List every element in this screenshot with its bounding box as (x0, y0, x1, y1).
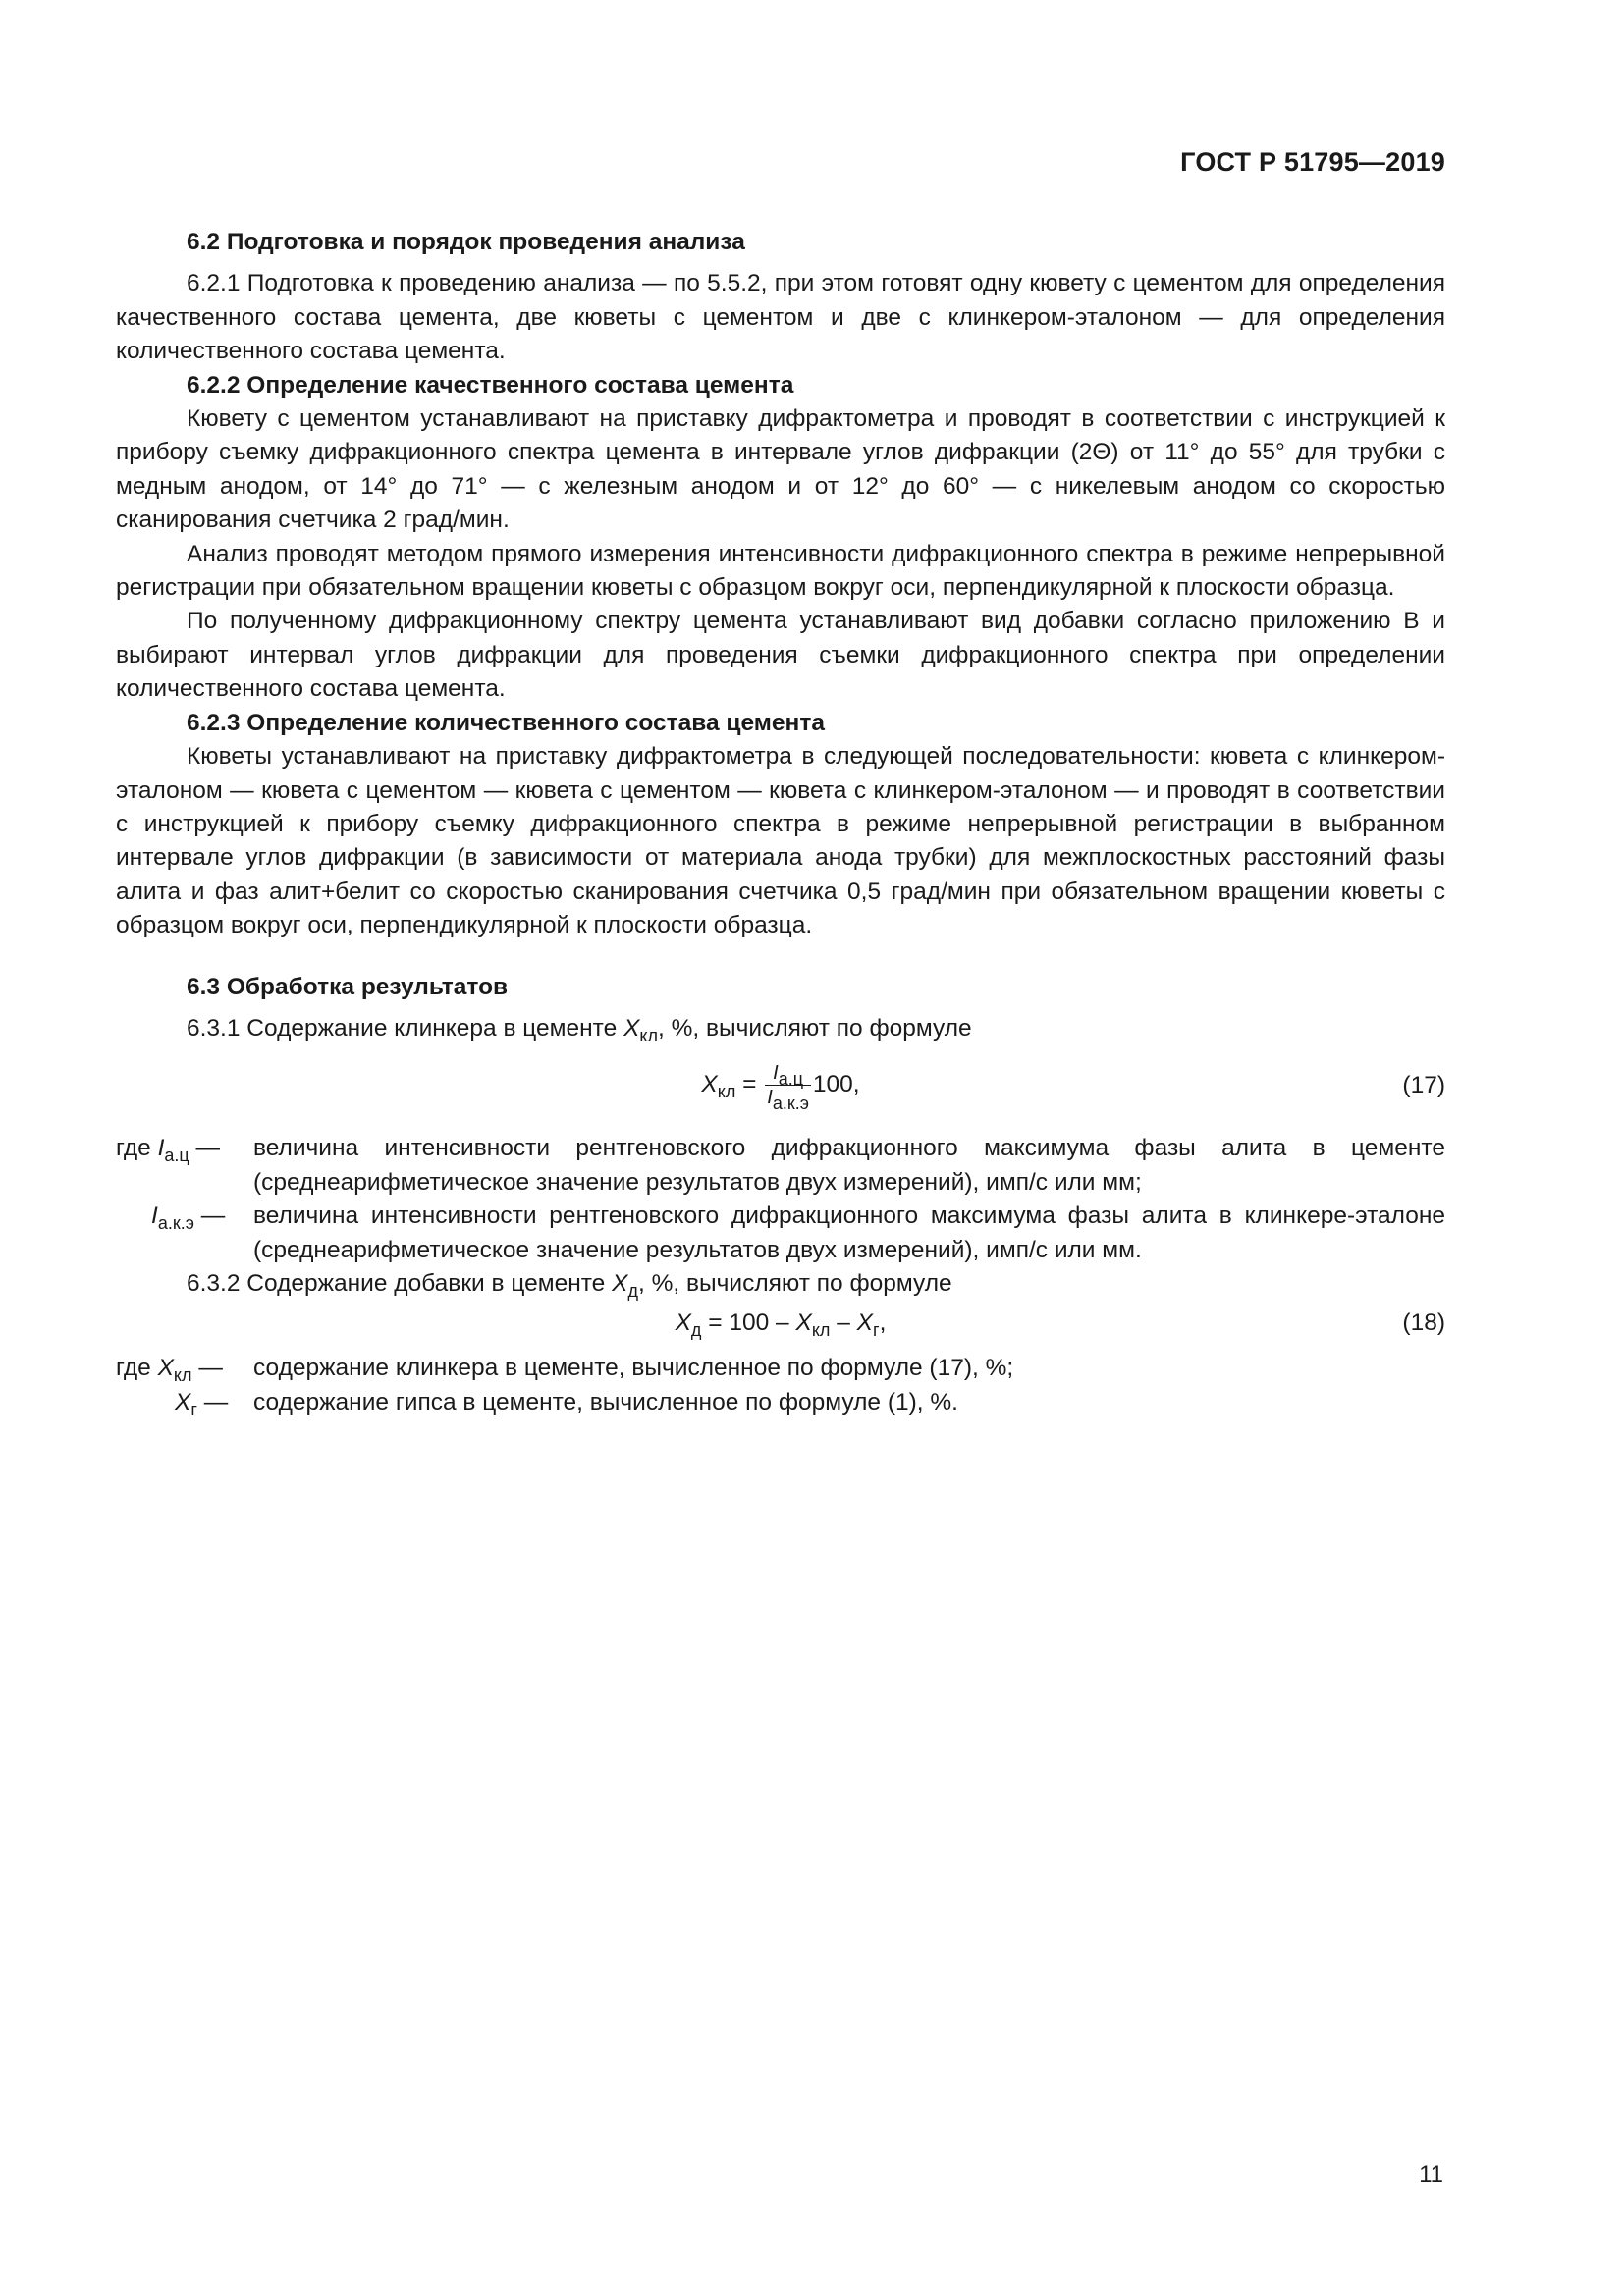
subsection-heading-6-2-2: 6.2.2 Определение качественного состава цемента (187, 371, 794, 399)
paragraph-6-2-1: 6.2.1 Подготовка к проведению анализа — по 5.5.2, при этом готовят одну кювету с цементом для определения качественного состава цемента, две кюветы с цементом и две с клинкером-эталоном — для определения количественного состава цемента. (116, 270, 1445, 365)
paragraph-6-2-2-c: По полученному дифракционному спектру цемента устанавливают вид добавки согласно приложению В и выбирают интервал углов дифракции для проведения съемки дифракционного спектра при определении количественного состава цемента. (116, 608, 1445, 703)
formula-17-number: (17) (1402, 1072, 1445, 1099)
formula-18-number: (18) (1402, 1309, 1445, 1337)
formula-17 (116, 1051, 1445, 1122)
formula-18 (116, 1303, 1445, 1348)
formula-17-expression: $X_{кл}$ = $\frac{I_{а.ц}}{I_{а.к.э}}$ 100, (701, 1062, 860, 1114)
paragraph-6-2-2-a: Кювету с цементом устанавливают на приставку дифрактометра и проводят в соответствии с инструкцией к прибору съемку дифракционного спектра цемента в интервале углов дифракции (2Θ) от 11° до 55° для трубки с медным анодом, от 14° до 71° — с железным анодом и от 12° до 60° — с никелевым анодом со скоростью сканирования счетчика 2 град/мин. (116, 405, 1445, 534)
where-clause-2-item-2: $X_г$ — содержание гипса в цементе, вычисленное по формуле (1), %. (175, 1388, 958, 1419)
document-header: ГОСТ Р 51795—2019 (1180, 147, 1445, 177)
paragraph-6-2-3: Кюветы устанавливают на приставку дифрактометра в следующей последовательности: кювета с клинкером-эталоном — кювета с цементом — кювета с цементом — кювета с клинкером-эталоном — и проводят в соответствии с инструкцией к прибору съемку дифракционного спектра в режиме непрерывной регистрации в выбранном интервале углов дифракции (в зависимости от материала анода трубки) для межплоскостных расстояний фазы алита и фаз алит+белит со скоростью сканирования счетчика 0,5 град/мин при обязательном вращении кюветы с образцом вокруг оси, перпендикулярной к плоскости образца. (116, 743, 1445, 939)
paragraph-6-2-2-b: Анализ проводят методом прямого измерения интенсивности дифракционного спектра в режиме непрерывной регистрации при обязательном вращении кюветы с образцом вокруг оси, перпендикулярной к плоскости образца. (116, 540, 1445, 602)
fraction: $\frac{I_{а.ц}}{I_{а.к.э}}$ (767, 1062, 809, 1114)
where-clause-1-item-1: где $I_{а.ц}$ — величина интенсивности рентгеновского дифракционного максимума фазы алита в цементе (среднеарифметическое значение результатов двух измерений), имп/с или мм; (116, 1135, 1445, 1196)
where-clause-1-item-2: $I_{а.к.э}$ — величина интенсивности рентгеновского дифракционного максимума фазы алита в клинкере-эталоне (среднеарифметическое значение результатов двух измерений), имп/с или мм. (151, 1202, 1445, 1263)
page-number: 11 (1419, 2162, 1443, 2188)
paragraph-6-3-1: 6.3.1 Содержание клинкера в цементе $X_{кл}$, %, вычисляют по формуле (187, 1014, 972, 1045)
subsection-heading-6-2-3: 6.2.3 Определение количественного состава цемента (187, 709, 825, 736)
where-clause-2-item-1: где $X_{кл}$ — содержание клинкера в цементе, вычисленное по формуле (17), %; (116, 1355, 1014, 1386)
formula-18-expression: $X_д = 100 - X_{кл} - X_г$, (675, 1309, 887, 1341)
paragraph-6-3-2: 6.3.2 Содержание добавки в цементе $X_д$, %, вычисляют по формуле (187, 1269, 952, 1301)
page-content (116, 226, 1445, 1419)
section-heading-6-2: 6.2 Подготовка и порядок проведения анализа (187, 229, 745, 255)
section-heading-6-3: 6.3 Обработка результатов (187, 973, 509, 1000)
